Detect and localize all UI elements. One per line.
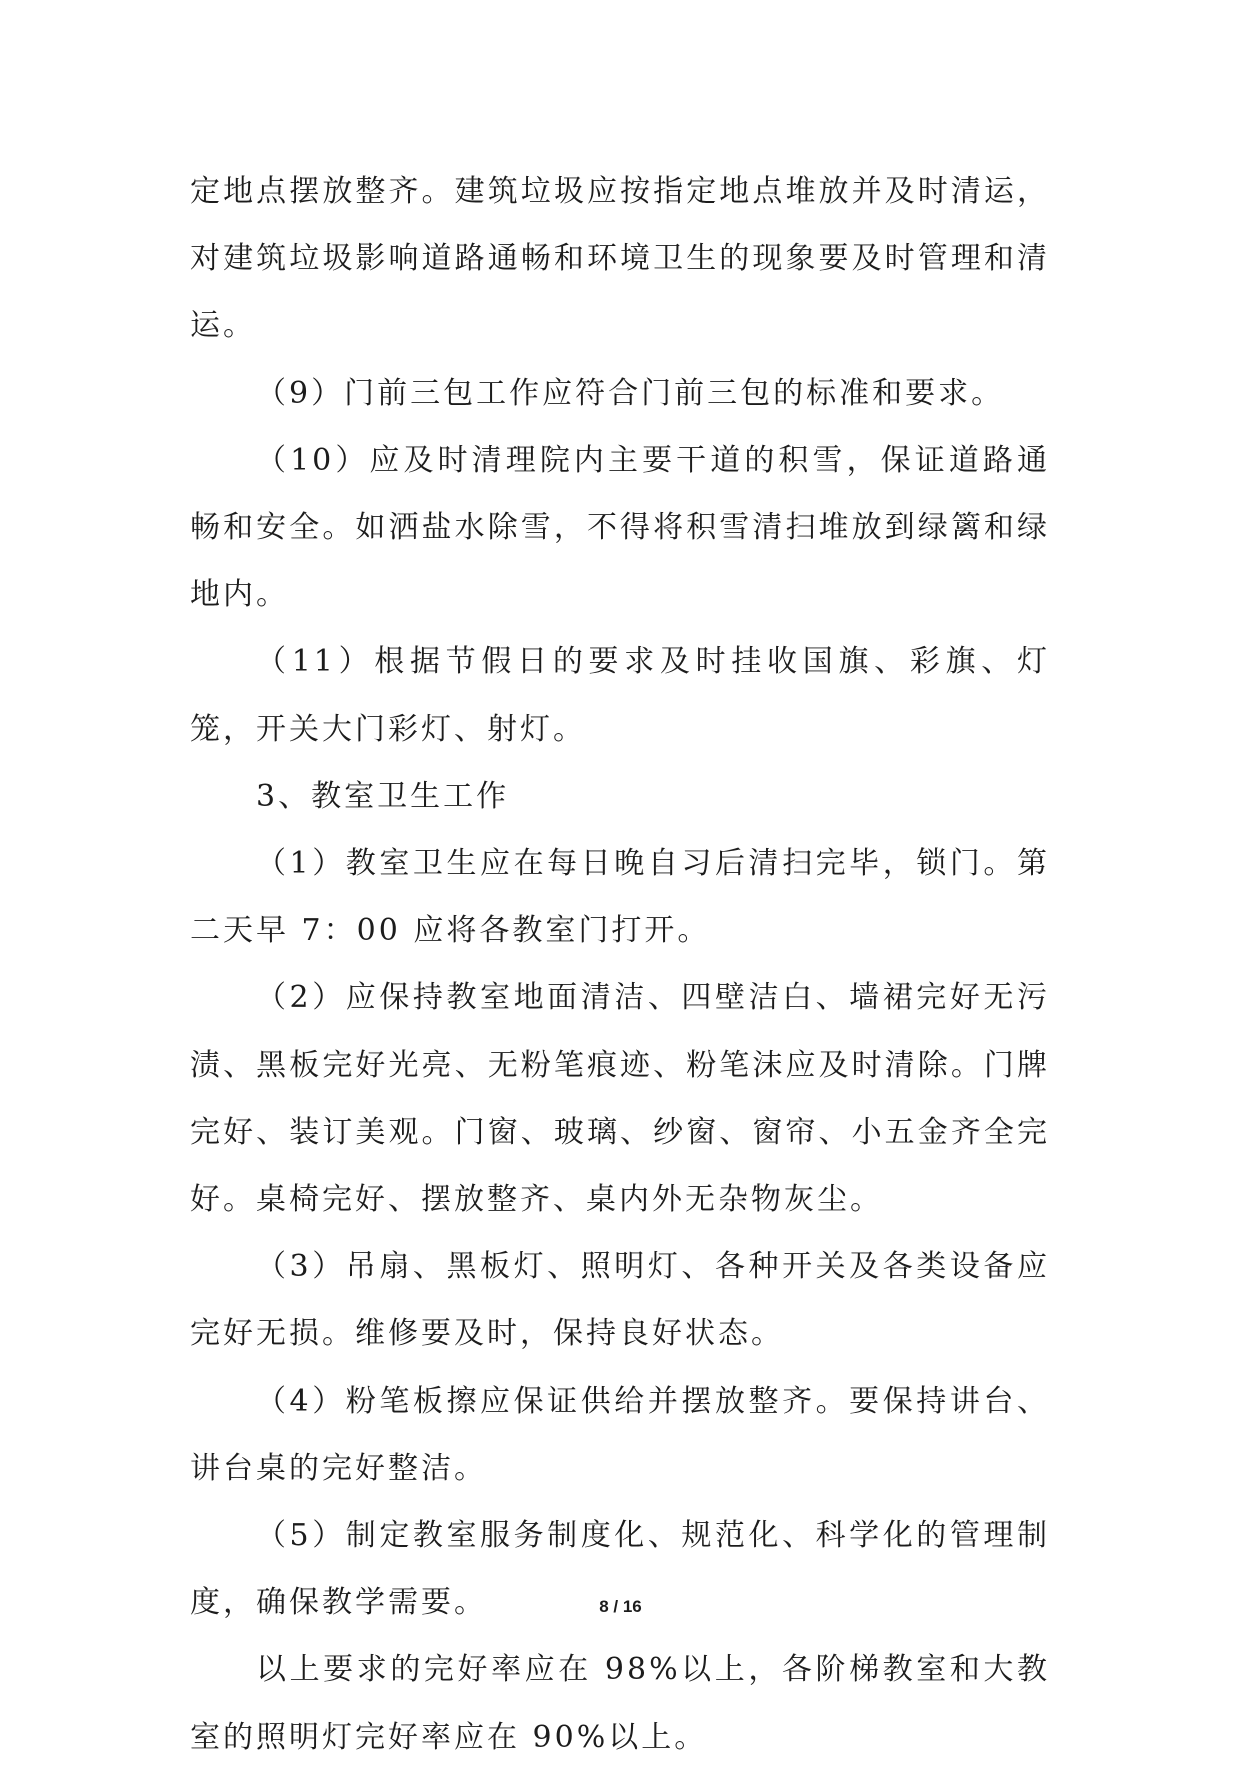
paragraph-item-10: （10）应及时清理院内主要干道的积雪，保证道路通畅和安全。如洒盐水除雪，不得将积雪清扫堆放到绿篱和绿地内。	[190, 442, 1050, 613]
paragraph-item-4: （4）粉笔板擦应保证供给并摆放整齐。要保持讲台、讲台桌的完好整洁。	[190, 1383, 1050, 1486]
paragraph-continuation: 定地点摆放整齐。建筑垃圾应按指定地点堆放并及时清运，对建筑垃圾影响道路通畅和环境卫生的现象要及时管理和清运。	[190, 174, 1050, 344]
paragraph-item-1: （1）教室卫生应在每日晚自习后清扫完毕，锁门。第二天早 7：00 应将各教室门打开。	[190, 846, 1050, 949]
paragraph-item-5: （5）制定教室服务制度化、规范化、科学化的管理制度，确保教学需要。	[190, 1518, 1050, 1621]
document-body	[190, 158, 1050, 1771]
section-heading: 3、教室卫生工作	[256, 778, 510, 814]
paragraph-item-2: （2）应保持教室地面清洁、四壁洁白、墙裙完好无污渍、黑板完好光亮、无粉笔痕迹、粉笔沫应及时清除。门牌完好、装订美观。门窗、玻璃、纱窗、窗帘、小五金齐全完好。桌椅完好、摆放整齐、桌内外无杂物灰尘。	[190, 980, 1050, 1218]
paragraph-item-3: （3）吊扇、黑板灯、照明灯、各种开关及各类设备应完好无损。维修要及时，保持良好状态。	[190, 1249, 1050, 1352]
paragraph-item-9: （9）门前三包工作应符合门前三包的标准和要求。	[256, 375, 1005, 411]
paragraph-item-11: （11）根据节假日的要求及时挂收国旗、彩旗、灯笼，开关大门彩灯、射灯。	[190, 644, 1050, 747]
page-number: 8 / 16	[599, 1597, 642, 1616]
paragraph-summary: 以上要求的完好率应在 98%以上，各阶梯教室和大教室的照明灯完好率应在 90%以上。	[190, 1652, 1050, 1755]
